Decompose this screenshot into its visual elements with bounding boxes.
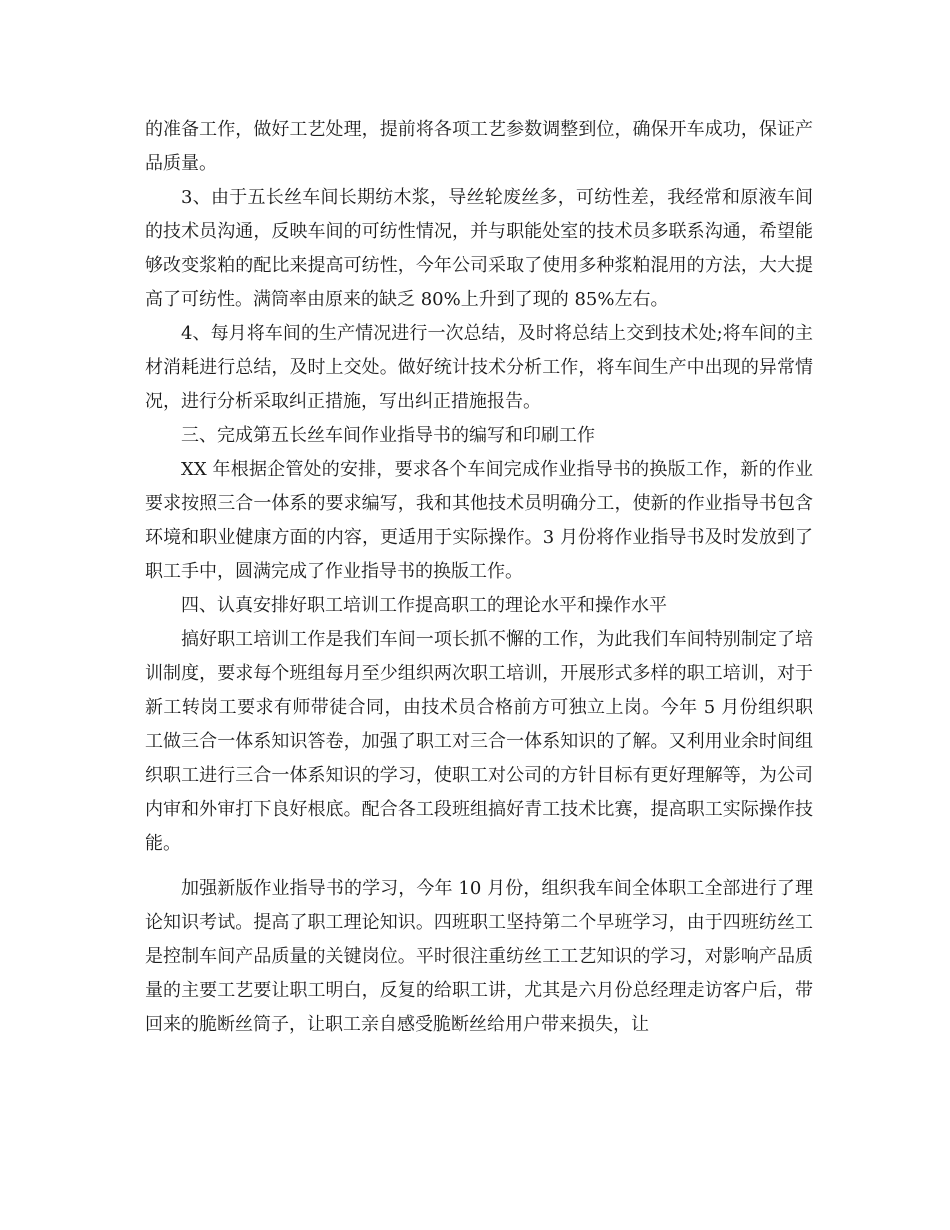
paragraph-training: 搞好职工培训工作是我们车间一项长抓不懈的工作，为此我们车间特别制定了培训制度，要求每个班组每月至少组织两次职工培训，开展形式多样的职工培训，对于新工转岗工要求有师带徒合同，由技术员合格前方可独立上岗。今年 5 月份组织职工做三合一体系知识答卷，加强了职工对三合一体系知识的了解。又利用业余时间组织职工进行三合一体系知识的学习，使职工对公司的方针目标有更好理解等，为公司内审和外审打下良好根底。配合各工段班组搞好青工技术比赛，提高职工实际操作技能。 (145, 629, 813, 854)
paragraph-work-instruction: XX 年根据企管处的安排，要求各个车间完成作业指导书的换版工作，新的作业要求按照三合一体系的要求编写，我和其他技术员明确分工，使新的作业指导书包含环境和职业健康方面的内容，更适用于实际操作。3 月份将作业指导书及时发放到了职工手中，圆满完成了作业指导书的换版工作。 (145, 459, 813, 582)
section-heading-4: 四、认真安排好职工培训工作提高职工的理论水平和操作水平 (181, 595, 667, 616)
paragraph-study: 加强新版作业指导书的学习，今年 10 月份，组织我车间全体职工全部进行了理论知识考试。提高了职工理论知识。四班职工坚持第二个早班学习，由于四班纺丝工是控制车间产品质量的关键岗位。平时很注重纺丝工工艺知识的学习，对影响产品质量的主要工艺要让职工明白，反复的给职工讲，尤其是六月份总经理走访客户后，带回来的脆断丝筒子，让职工亲自感受脆断丝给用户带来损失，让 (145, 878, 813, 1035)
paragraph-item-3: 3、由于五长丝车间长期纺木浆，导丝轮废丝多，可纺性差，我经常和原液车间的技术员沟通，反映车间的可纺性情况，并与职能处室的技术员多联系沟通，希望能够改变浆粕的配比来提高可纺性，今年公司采取了使用多种浆粕混用的方法，大大提高了可纺性。满筒率由原来的缺乏 80%上升到了现的 85%左右。 (145, 187, 813, 310)
paragraph-continuation: 的准备工作，做好工艺处理，提前将各项工艺参数调整到位，确保开车成功，保证产品质量。 (145, 119, 813, 174)
section-heading-3: 三、完成第五长丝车间作业指导书的编写和印刷工作 (181, 425, 595, 446)
document-body (145, 113, 813, 1042)
paragraph-item-4: 4、每月将车间的生产情况进行一次总结，及时将总结上交到技术处;将车间的主材消耗进行总结，及时上交处。做好统计技术分析工作，将车间生产中出现的异常情况，进行分析采取纠正措施，写出纠正措施报告。 (145, 323, 813, 412)
